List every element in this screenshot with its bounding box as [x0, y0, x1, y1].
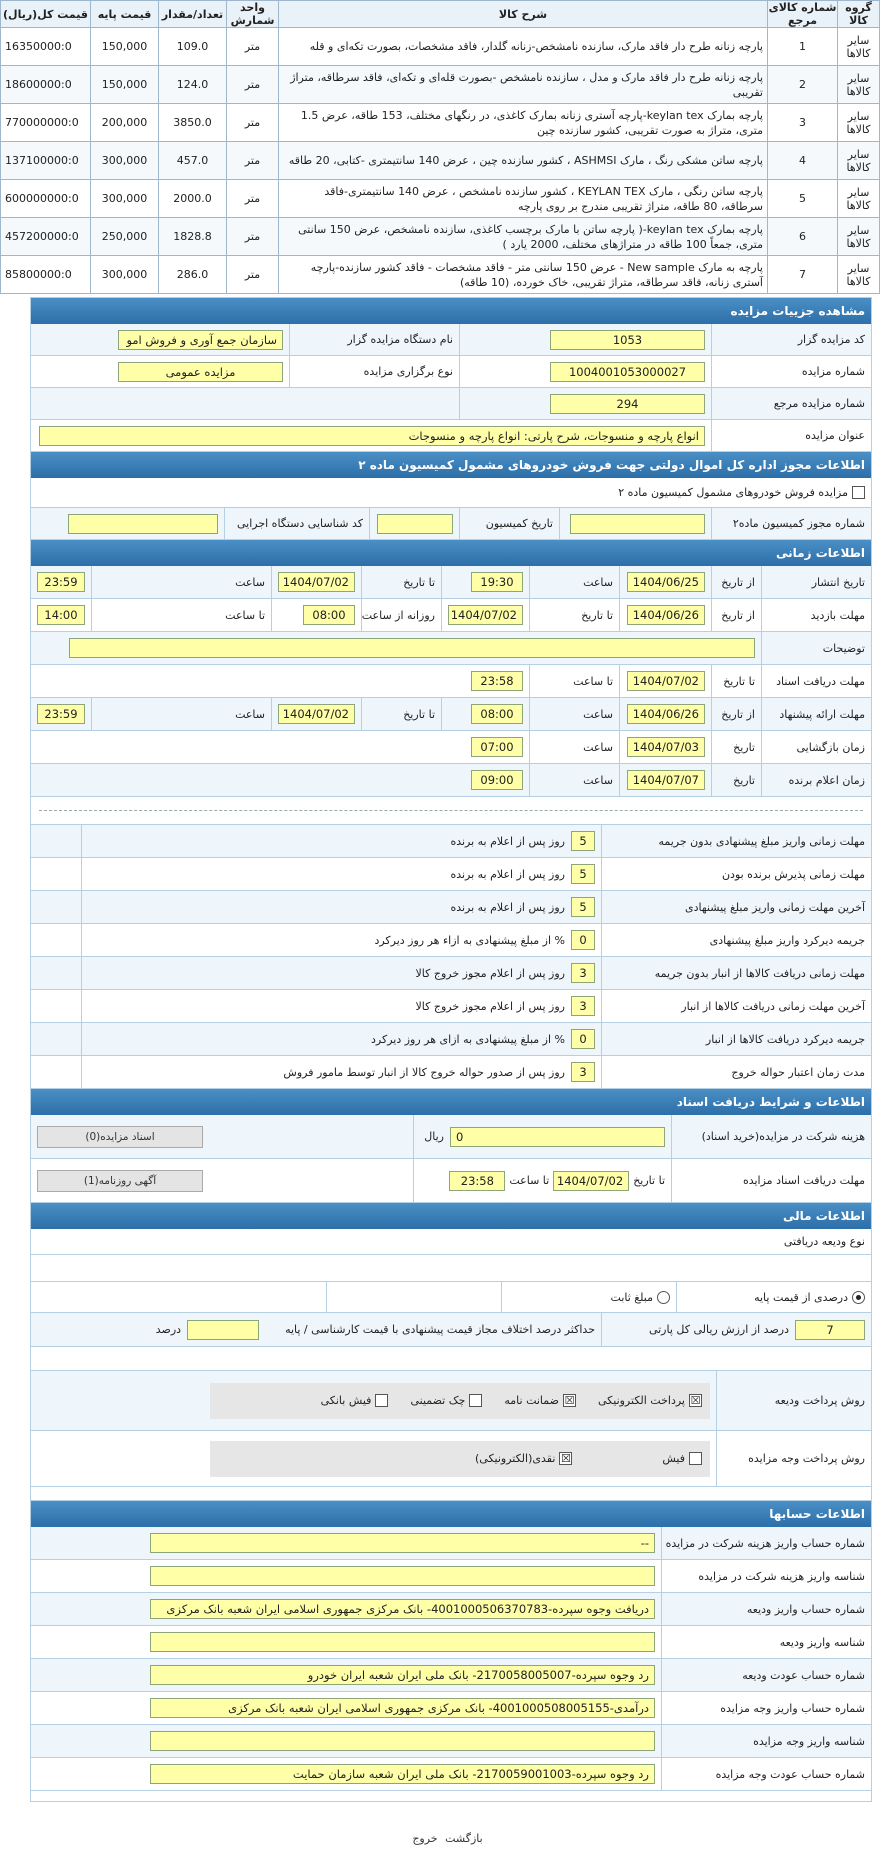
max-diff-label: حداکثر درصد اختلاف مجاز قیمت پیشنهادی با قیمت کارشناسی / پایه: [285, 1323, 595, 1336]
account-value: [150, 1731, 655, 1751]
deadline-value: 5: [571, 897, 595, 917]
table-row: [1, 66, 880, 104]
details-header: مشاهده جزییات مزایده: [31, 298, 871, 324]
dep-slip-checkbox[interactable]: [375, 1394, 388, 1407]
publish-to-time-label: ساعت: [235, 575, 265, 589]
deadline-value: 5: [571, 864, 595, 884]
deadline-label: آخرین مهلت زمانی دریافت کالاها از انبار: [681, 999, 865, 1013]
fixed-option-label: مبلغ ثابت: [610, 1290, 653, 1304]
title-label: عنوان مزایده: [805, 429, 865, 442]
percent-value: 7: [795, 1320, 865, 1340]
docs-button[interactable]: اسناد مزایده(0): [37, 1126, 203, 1148]
account-row: [31, 1659, 871, 1692]
code-value: 1053: [550, 330, 705, 350]
account-row: [31, 1626, 871, 1659]
col-unit: واحد شمارش: [227, 1, 279, 28]
visit-to-label: تا تاریخ: [581, 608, 613, 622]
exit-link[interactable]: خروج: [412, 1832, 438, 1845]
col-base: قیمت پایه: [91, 1, 159, 28]
deposit-method-label: روش پرداخت ودیعه: [774, 1394, 865, 1407]
winner-time-label: ساعت: [583, 773, 613, 787]
account-label: شناسه واریز هزینه شرکت در مزایده: [698, 1569, 865, 1583]
dep-guarantee-label: ضمانت نامه: [504, 1394, 559, 1407]
visit-label: مهلت بازدید: [810, 608, 865, 622]
item-desc: پارچه زنانه طرح دار فاقد مارک، سازنده نامشخص-زنانه گلدار، فاقد مشخصات، بصورت تکه‌ای و قله: [279, 28, 768, 66]
deadline-label: مهلت زمانی واریز مبلغ پیشنهادی بدون جریمه: [658, 834, 865, 848]
deadline-label: مهلت زمانی پذیرش برنده بودن: [721, 867, 865, 881]
winner-date-label: تاریخ: [733, 773, 755, 787]
item-qty: 3850.0: [159, 104, 227, 142]
item-group: سایر کالاها: [838, 66, 880, 104]
item-unit: متر: [227, 180, 279, 218]
item-unit: متر: [227, 142, 279, 180]
item-group: سایر کالاها: [838, 256, 880, 294]
percent-radio[interactable]: [852, 1291, 865, 1304]
deadline-date: 1404/07/02: [553, 1171, 629, 1191]
account-row: [31, 1725, 871, 1758]
fee-label: هزینه شرکت در مزایده(خرید اسناد): [701, 1130, 865, 1143]
publish-to-date: 1404/07/02: [278, 572, 355, 592]
permit-no-field[interactable]: [570, 514, 705, 534]
footer-links: [0, 1832, 895, 1845]
account-value: درآمدی-4001000508005155- بانک مرکزی جمهوری اسلامی ایران شعبه بانک مرکزی: [150, 1698, 655, 1718]
dep-cheque-label: چک تضمینی: [410, 1394, 466, 1407]
dep-electronic-label: پرداخت الکترونیکی: [598, 1394, 685, 1407]
item-unit: متر: [227, 256, 279, 294]
deadline-row: [31, 1056, 871, 1089]
deadline-time: 23:58: [449, 1171, 505, 1191]
table-row: [1, 180, 880, 218]
exec-id-label: کد شناسایی دستگاه اجرایی: [236, 517, 363, 530]
visit-daily-from: 08:00: [303, 605, 355, 625]
publish-to-label: تا تاریخ: [403, 575, 435, 589]
back-link[interactable]: بازگشت: [445, 1832, 483, 1845]
item-base: 200,000: [91, 104, 159, 142]
newspaper-ad-button[interactable]: آگهی روزنامه(1): [37, 1170, 203, 1192]
max-diff-unit: درصد: [155, 1323, 182, 1336]
item-group: سایر کالاها: [838, 180, 880, 218]
org-value: سازمان جمع آوری و فروش امو: [118, 330, 283, 350]
deadline-row: [31, 1023, 871, 1056]
notes-field[interactable]: [69, 638, 755, 658]
accounts-list: [31, 1527, 871, 1791]
visit-from-date: 1404/06/26: [627, 605, 705, 625]
pay-slip-checkbox[interactable]: [689, 1452, 702, 1465]
offer-to-label: تا تاریخ: [403, 707, 435, 721]
dep-slip-label: فیش بانکی: [320, 1394, 372, 1407]
item-desc: پارچه زنانه طرح دار فاقد مارک و مدل ، سازنده نامشخص -بصورت قله‌ای و تکه‌ای، فاقد سرطاقه، متراژ تقریبی: [279, 66, 768, 104]
doc-time-label: تا ساعت: [573, 674, 613, 688]
deadline-suffix: روز پس از اعلام مجوز خروج کالا: [415, 966, 565, 980]
doc-to-date: 1404/07/02: [627, 671, 705, 691]
item-ref: 5: [768, 180, 838, 218]
table-row: [1, 218, 880, 256]
dep-cheque-checkbox[interactable]: [469, 1394, 482, 1407]
publish-time-label: ساعت: [583, 575, 613, 589]
deadline-row: [31, 924, 871, 957]
item-base: 300,000: [91, 256, 159, 294]
deadline-suffix: % از مبلغ پیشنهادی به ازاء هر روز دیرکرد: [374, 933, 565, 947]
item-ref: 2: [768, 66, 838, 104]
fixed-radio[interactable]: [657, 1291, 670, 1304]
max-diff-field[interactable]: [187, 1320, 259, 1340]
pay-slip-label: فیش: [662, 1452, 685, 1465]
item-unit: متر: [227, 28, 279, 66]
number-value: 1004001053000027: [550, 362, 705, 382]
org-label: نام دستگاه مزایده گزار: [347, 333, 453, 346]
deadline-label: جریمه دیرکرد دریافت کالاها از انبار: [705, 1032, 865, 1046]
account-value: دریافت وجوه سپرده-4001000506370783- بانک مرکزی جمهوری اسلامی ایران شعبه بانک مرکزی: [150, 1599, 655, 1619]
pay-method-label: روش پرداخت وجه مزایده: [748, 1452, 865, 1465]
permit-no-label: شماره مجوز کمیسیون ماده۲: [732, 517, 865, 530]
item-base: 250,000: [91, 218, 159, 256]
item-group: سایر کالاها: [838, 218, 880, 256]
item-qty: 2000.0: [159, 180, 227, 218]
deadline-value: 5: [571, 831, 595, 851]
account-value: [150, 1566, 655, 1586]
type-value: مزایده عمومی: [118, 362, 283, 382]
visit-daily-to: 14:00: [37, 605, 85, 625]
deadline-row: [31, 957, 871, 990]
table-row: [1, 142, 880, 180]
col-desc: شرح کالا: [279, 1, 768, 28]
publish-to-time: 23:59: [37, 572, 85, 592]
dep-guarantee-checkbox[interactable]: ☒: [564, 1394, 575, 1407]
account-row: [31, 1692, 871, 1725]
notes-label: توضیحات: [822, 641, 865, 655]
account-row: [31, 1527, 871, 1560]
deadline-row: [31, 990, 871, 1023]
deadline-value: 3: [571, 996, 595, 1016]
account-label: شماره حساب عودت وجه مزایده: [715, 1767, 865, 1781]
ref-label: شماره مزایده مرجع: [773, 397, 865, 410]
doc-to-label: تا تاریخ: [723, 674, 755, 688]
open-time-label: ساعت: [583, 740, 613, 754]
item-total: 137100000:0: [1, 142, 91, 180]
deadline-to-label: تا تاریخ: [633, 1174, 665, 1187]
account-value: رد وجوه سپرده-2170059001003- بانک ملی ایران شعبه سازمان حمایت: [150, 1764, 655, 1784]
deadline-suffix: روز پس از اعلام به برنده: [450, 900, 565, 914]
col-ref: شماره کالای مرجع: [768, 1, 837, 27]
table-row: [1, 256, 880, 294]
item-unit: متر: [227, 104, 279, 142]
deadline-value: 0: [571, 1029, 595, 1049]
deadline-suffix: روز پس از صدور حواله خروج کالا از انبار توسط مامور فروش: [283, 1065, 565, 1079]
item-total: 18600000:0: [1, 66, 91, 104]
item-desc: پارچه بمارک keylan tex-( پارچه ساتن با مارک برچسب کاغذی، سازنده نامشخص، عرض 150 سانتی متری، جمعاً 100 طاقه در متراژهای مختلف، 2000 یارد ): [279, 218, 768, 256]
dashed-separator: [31, 797, 871, 825]
open-date: 1404/07/03: [627, 737, 705, 757]
permit-header: اطلاعات مجوز اداره کل اموال دولتی جهت فروش خودروهای مشمول کمیسیون ماده ۲: [31, 452, 871, 478]
col-group: گروه کالا: [838, 1, 880, 28]
item-qty: 457.0: [159, 142, 227, 180]
item-ref: 6: [768, 218, 838, 256]
deadlines-list: [31, 825, 871, 1089]
publish-from-label: از تاریخ: [721, 575, 755, 589]
dep-electronic-checkbox[interactable]: ☒: [690, 1394, 701, 1407]
deadline-label: مدت زمان اعتبار حواله خروج: [731, 1065, 865, 1079]
commission-date-field[interactable]: [377, 514, 453, 534]
item-total: 457200000:0: [1, 218, 91, 256]
commission-date-label: تاریخ کمیسیون: [485, 517, 553, 530]
deadline-time-label: تا ساعت: [509, 1174, 550, 1187]
col-qty: تعداد/مقدار: [159, 1, 227, 28]
pay-cash-checkbox[interactable]: ☒: [560, 1452, 571, 1465]
offer-to-date: 1404/07/02: [278, 704, 355, 724]
deadline-suffix: روز پس از اعلام به برنده: [450, 834, 565, 848]
offer-time: 08:00: [471, 704, 523, 724]
account-value: [150, 1632, 655, 1652]
account-row: [31, 1758, 871, 1791]
publish-time: 19:30: [471, 572, 523, 592]
visit-daily-label: روزانه از ساعت: [361, 608, 435, 622]
item-base: 300,000: [91, 180, 159, 218]
item-base: 150,000: [91, 28, 159, 66]
open-label: زمان بازگشایی: [796, 740, 865, 754]
vehicle-sale-label: مزایده فروش خودروهای مشمول کمیسیون ماده ۲: [618, 486, 848, 499]
col-total: قیمت کل(ریال): [1, 1, 91, 28]
visit-to-time-label: تا ساعت: [225, 608, 265, 622]
offer-from-date: 1404/06/26: [627, 704, 705, 724]
account-row: [31, 1593, 871, 1626]
deadline-suffix: روز پس از اعلام به برنده: [450, 867, 565, 881]
item-desc: پارچه بمارک keylan tex-پارچه آستری زنانه بمارک کاغذی، در رنگهای مختلف، 153 طاقه، عرض 1.5 متری، متراژ به صورت تقریبی، کشور سازنده چین: [279, 104, 768, 142]
account-value: --: [150, 1533, 655, 1553]
deadline-label: آخرین مهلت زمانی واریز مبلغ پیشنهادی: [685, 900, 865, 914]
publish-label: تاریخ انتشار: [811, 575, 865, 589]
ref-value: 294: [550, 394, 705, 414]
percent-suffix: درصد از ارزش ریالی کل پارتی: [648, 1323, 789, 1336]
number-label: شماره مزایده: [801, 365, 865, 378]
deadline-label: جریمه دیرکرد واریز مبلغ پیشنهادی: [709, 933, 865, 947]
item-qty: 286.0: [159, 256, 227, 294]
doc-deadline-label: مهلت دریافت اسناد: [776, 674, 865, 688]
item-base: 300,000: [91, 142, 159, 180]
fee-unit: ریال: [424, 1130, 444, 1143]
deadline-value: 3: [571, 963, 595, 983]
title-value: انواع پارچه و منسوجات، شرح پارتی: انواع پارچه و منسوجات: [39, 426, 705, 446]
item-group: سایر کالاها: [838, 104, 880, 142]
account-value: رد وجوه سپرده-2170058005007- بانک ملی ایران شعبه ایران خودرو: [150, 1665, 655, 1685]
vehicle-sale-checkbox[interactable]: [852, 486, 865, 499]
winner-date: 1404/07/07: [627, 770, 705, 790]
item-total: 770000000:0: [1, 104, 91, 142]
deadline-value: 0: [571, 930, 595, 950]
item-qty: 109.0: [159, 28, 227, 66]
pay-cash-label: نقدی(الکترونیکی): [474, 1452, 556, 1465]
open-date-label: تاریخ: [733, 740, 755, 754]
account-label: شماره حساب واریز وجه مزایده: [720, 1701, 865, 1715]
doc-time: 23:58: [471, 671, 523, 691]
item-ref: 1: [768, 28, 838, 66]
docs-header: اطلاعات و شرایط دریافت اسناد: [31, 1089, 871, 1115]
account-label: شماره حساب واریز ودیعه: [746, 1602, 865, 1616]
offer-label: مهلت ارائه پیشنهاد: [779, 707, 865, 721]
timing-header: اطلاعات زمانی: [31, 540, 871, 566]
item-qty: 124.0: [159, 66, 227, 104]
deposit-type-label: نوع ودیعه دریافتی: [783, 1235, 865, 1248]
item-desc: پارچه ساتن مشکی رنگ ، مارک ASHMSI ، کشور سازنده چین ، عرض 140 سانتیمتری -کتابی، 20 طاقه: [279, 142, 768, 180]
item-desc: پارچه ساتن رنگی ، مارک KEYLAN TEX ، کشور سازنده نامشخص ، عرض 140 سانتیمتری-فاقد سرطاقه، 80 طاقه، متراژ تقریبی مندرج بر روی پارچه: [279, 180, 768, 218]
offer-from-label: از تاریخ: [721, 707, 755, 721]
item-ref: 7: [768, 256, 838, 294]
visit-to-date: 1404/07/02: [448, 605, 523, 625]
winner-label: زمان اعلام برنده: [788, 773, 865, 787]
account-label: شناسه واریز ودیعه: [779, 1635, 865, 1649]
items-table: [0, 0, 880, 294]
item-ref: 3: [768, 104, 838, 142]
offer-to-time-label: ساعت: [235, 707, 265, 721]
item-group: سایر کالاها: [838, 28, 880, 66]
table-row: [1, 28, 880, 66]
item-unit: متر: [227, 66, 279, 104]
open-time: 07:00: [471, 737, 523, 757]
item-total: 16350000:0: [1, 28, 91, 66]
winner-time: 09:00: [471, 770, 523, 790]
offer-time-label: ساعت: [583, 707, 613, 721]
deadline-label: مهلت زمانی دریافت کالاها از انبار بدون جریمه: [654, 966, 865, 980]
item-desc: پارچه به مارک New sample - عرض 150 سانتی متر - فاقد مشخصات - فاقد کشور سازنده-پارچه آستری زنانه، فاقد سرطاقه، متراژ تقریبی، خاک خورده، (10 طاقه): [279, 256, 768, 294]
account-label: شماره حساب واریز هزینه شرکت در مزایده: [665, 1536, 865, 1550]
deadline-row: [31, 891, 871, 924]
account-row: [31, 1560, 871, 1593]
visit-from-label: از تاریخ: [721, 608, 755, 622]
deadline-suffix: روز پس از اعلام مجوز خروج کالا: [415, 999, 565, 1013]
deadline-row: [31, 825, 871, 858]
auction-details-panel: [30, 297, 872, 1802]
fee-value: 0: [450, 1127, 665, 1147]
finance-header: اطلاعات مالی: [31, 1203, 871, 1229]
type-label: نوع برگزاری مزایده: [363, 365, 453, 378]
table-row: [1, 104, 880, 142]
accounts-header: اطلاعات حسابها: [31, 1501, 871, 1527]
exec-id-field[interactable]: [68, 514, 218, 534]
item-total: 85800000:0: [1, 256, 91, 294]
account-label: شماره حساب عودت ودیعه: [742, 1668, 865, 1682]
code-label: کد مزایده گزار: [797, 333, 865, 346]
item-group: سایر کالاها: [838, 142, 880, 180]
deadline-suffix: % از مبلغ پیشنهادی به ازای هر روز دیرکرد: [371, 1032, 565, 1046]
deadline-row: [31, 858, 871, 891]
doc-deadline2-label: مهلت دریافت اسناد مزایده: [742, 1174, 865, 1187]
deadline-value: 3: [571, 1062, 595, 1082]
item-unit: متر: [227, 218, 279, 256]
percent-option-label: درصدی از قیمت پایه: [754, 1290, 848, 1304]
item-ref: 4: [768, 142, 838, 180]
item-total: 600000000:0: [1, 180, 91, 218]
item-base: 150,000: [91, 66, 159, 104]
item-qty: 1828.8: [159, 218, 227, 256]
items-header-row: [1, 1, 880, 28]
account-label: شناسه واریز وجه مزایده: [753, 1734, 865, 1748]
publish-from-date: 1404/06/25: [627, 572, 705, 592]
offer-to-time: 23:59: [37, 704, 85, 724]
